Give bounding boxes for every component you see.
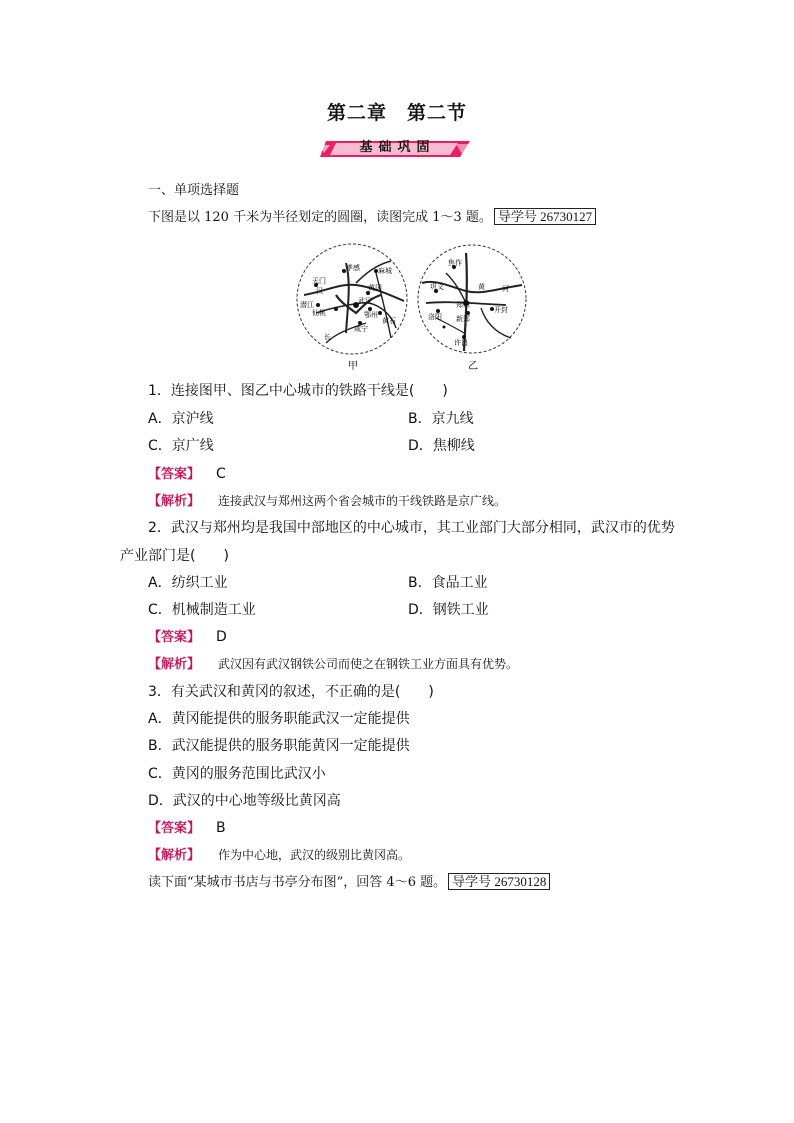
map-label-he: 河 [502,285,509,293]
q2-answer [148,626,227,645]
map-svg [296,243,528,371]
q2-option-a[interactable]: A．纺织工业 [148,575,228,591]
map-label-xinzheng: 新郑 [456,315,470,323]
explanation-tag: 【解析】 [148,657,201,672]
q3-answer [148,817,226,836]
q1-option-b[interactable]: B．京九线 [408,411,474,427]
q3-option-b[interactable]: B．武汉能提供的服务职能黄冈一定能提供 [148,738,410,754]
map-label-macheng: 麻城 [378,267,392,275]
explanation-text: 作为中心地，武汉的级别比黄冈高。 [218,848,411,862]
map-caption-left: 甲 [348,361,358,371]
map-label-xiantao: 仙桃 [312,309,326,317]
question-3-stem: 3．有关武汉和黄冈的叙述，不正确的是( ) [148,684,434,700]
q2-option-b[interactable]: B．食品工业 [408,575,488,591]
explanation-text: 武汉因有武汉钢铁公司而使之在钢铁工业方面具有优势。 [218,657,519,671]
map-label-huang: 黄 [478,283,485,291]
answer-value: D [216,629,227,645]
map-label-huangshi: 黄石 [382,317,396,325]
q2-option-d[interactable]: D．钢铁工业 [408,602,489,618]
map-label-ezhou: 鄂州 [364,311,378,319]
explanation-tag: 【解析】 [148,848,201,863]
guide-number[interactable]: 导学号 26730128 [448,873,550,890]
section-heading: 一、单项选择题 [148,183,240,198]
q1-answer [148,463,226,482]
question-2-stem-line-2: 产业部门是( ) [120,548,229,564]
q2-option-c[interactable]: C．机械制造工业 [148,602,256,618]
map-label-qianjiang: 潜江 [300,301,314,309]
section-banner [320,138,475,160]
answer-tag: 【答案】 [148,821,201,836]
answer-value: C [216,466,226,482]
map-label-tianmen: 天门 [312,277,326,285]
intro-line-2 [148,871,550,890]
explanation-tag: 【解析】 [148,494,201,509]
map-label-zhengzhou: 郑州 [456,301,470,309]
map-label-changjiang: 长 [324,333,331,341]
q1-option-d[interactable]: D．焦柳线 [408,438,475,454]
intro-text: 读下面“某城市书店与书亭分布图”，回答 4～6 题。 [148,875,447,890]
question-2-stem-line-1: 2．武汉与郑州均是我国中部地区的中心城市，其工业部门大部分相同，武汉市的优势 [148,520,675,536]
map-right [418,245,526,353]
banner-label: 基础巩固 [359,140,436,155]
map-figure [296,243,528,371]
map-label-xuchang: 许昌 [454,339,468,347]
map-label-gongyi: 巩义 [430,283,444,291]
map-label-xiaogan: 孝感 [346,264,360,272]
q1-option-c[interactable]: C．京广线 [148,438,214,454]
intro-text: 下图是以 120 千米为半径划定的圆圈，读图完成 1～3 题。 [148,210,492,225]
question-1-stem: 1．连接图甲、图乙中心城市的铁路干线是( ) [148,383,448,399]
q1-explanation [148,490,506,509]
map-caption-right: 乙 [468,361,478,371]
q3-option-a[interactable]: A．黄冈能提供的服务职能武汉一定能提供 [148,711,410,727]
answer-tag: 【答案】 [148,630,201,645]
map-label-jiaozuo: 焦作 [448,259,462,267]
map-label-han: 汉 [316,287,323,295]
intro-line-1 [148,206,596,225]
explanation-text: 连接武汉与郑州这两个省会城市的干线铁路是京广线。 [218,494,507,508]
q1-option-a[interactable]: A．京沪线 [148,411,214,427]
q2-explanation [148,653,518,672]
map-label-kaifeng: 开封 [494,306,508,314]
guide-number[interactable]: 导学号 26730127 [494,208,596,225]
q3-option-d[interactable]: D．武汉的中心地等级比黄冈高 [148,793,341,809]
page-title: 第二章 第二节 [326,102,467,124]
map-label-xianning: 咸宁 [354,325,368,333]
map-label-huanggang: 黄冈 [368,284,382,292]
map-left [297,244,407,354]
q3-option-c[interactable]: C．黄冈的服务范围比武汉小 [148,766,326,782]
answer-tag: 【答案】 [148,467,201,482]
map-label-wuhan: 武汉 [358,297,372,305]
answer-value: B [216,820,226,836]
map-label-luoyang: 洛阳 [428,313,442,321]
q3-explanation [148,844,410,863]
